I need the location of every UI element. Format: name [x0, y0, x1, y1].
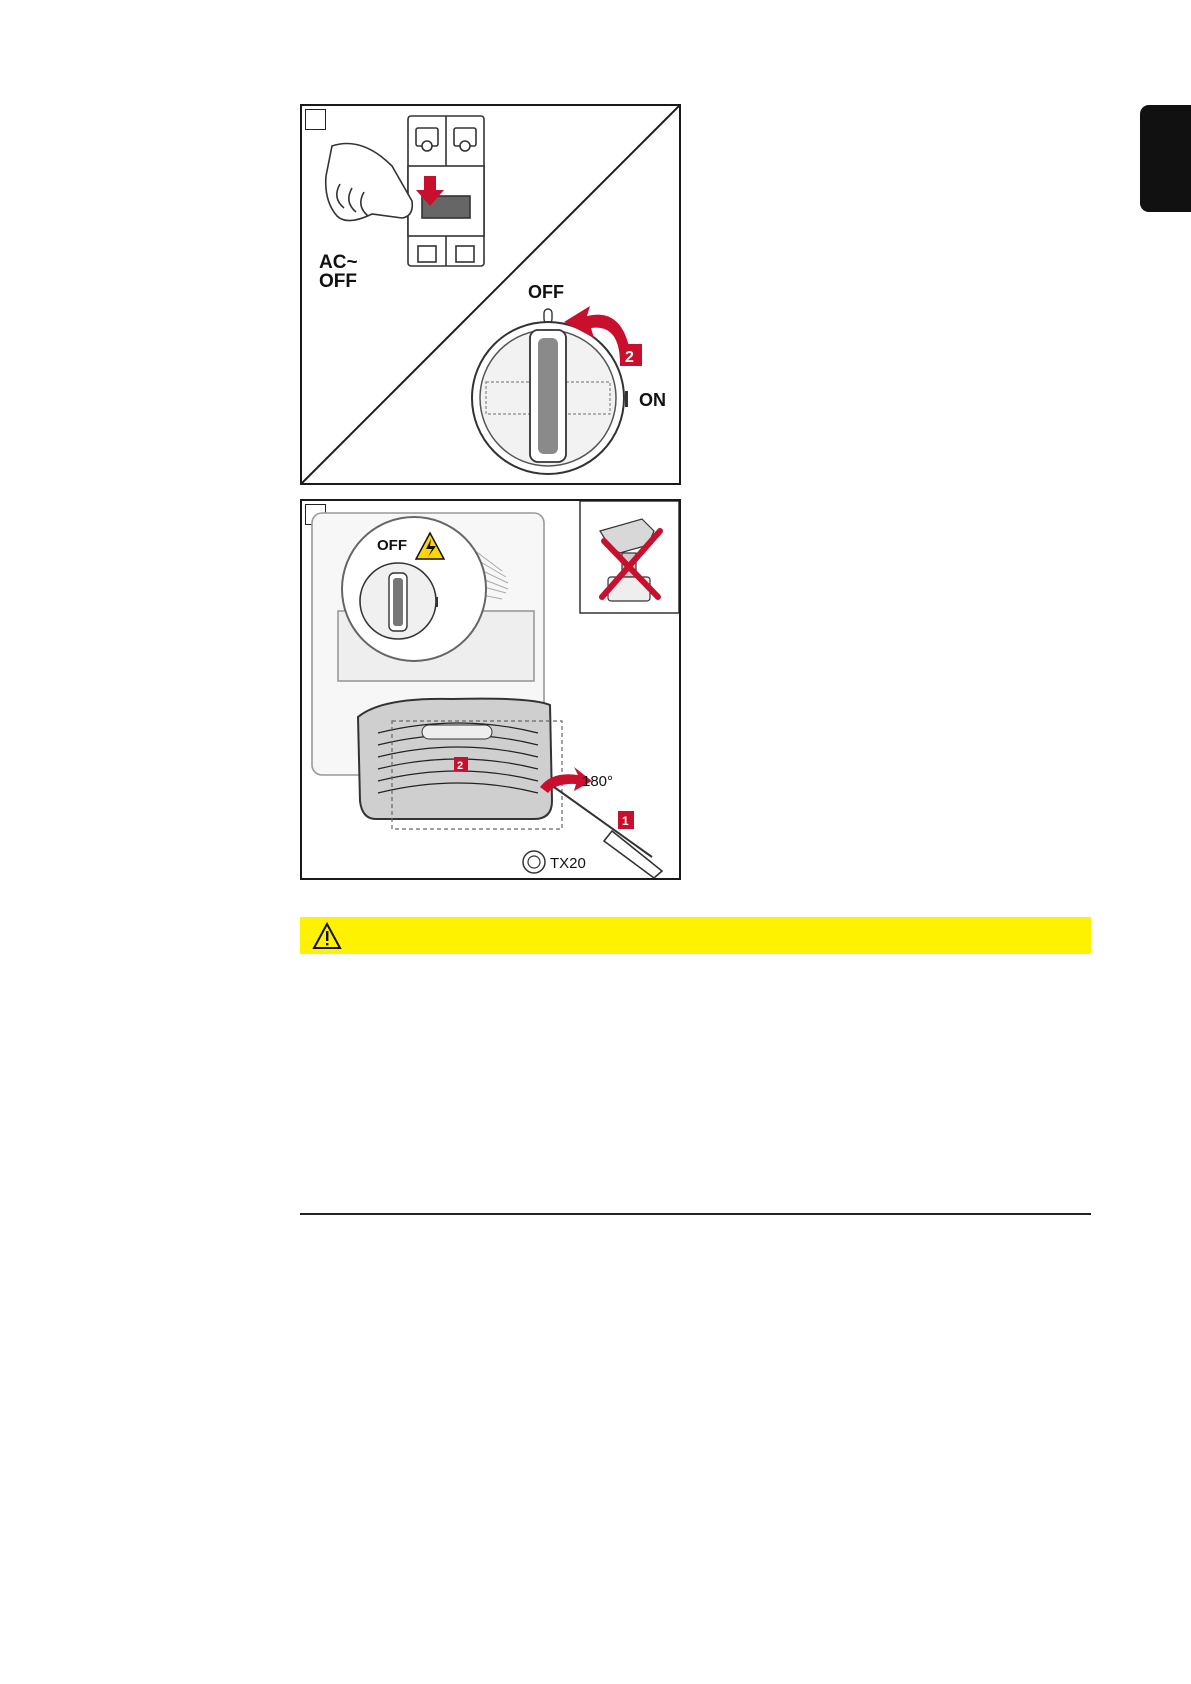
- step-number-2: 2: [625, 349, 634, 366]
- step-number-1: 1: [415, 177, 424, 194]
- step-number-2b: 2: [457, 760, 464, 772]
- switch-off-label: OFF: [528, 282, 564, 302]
- switch-on-label: ON: [639, 390, 666, 410]
- on-mark-icon: [625, 391, 628, 407]
- ac-off-label: OFF: [319, 271, 357, 292]
- tool-label: TX20: [550, 855, 586, 872]
- torx-bit-icon: [523, 851, 545, 873]
- magnified-switch-icon: [342, 517, 486, 661]
- caution-bar: [300, 917, 1091, 954]
- ac-label: AC~: [319, 252, 358, 273]
- section-tab: [1140, 105, 1191, 212]
- rotary-switch-icon: [472, 322, 624, 474]
- illustration-panel-1: [300, 104, 681, 485]
- step-number-1b: 1: [622, 814, 629, 828]
- hand-icon: [326, 144, 413, 221]
- no-power-drill-icon: [580, 501, 679, 613]
- illustration-panel-2: [300, 499, 681, 880]
- warning-triangle-icon: [312, 922, 342, 950]
- off-label: OFF: [377, 537, 407, 554]
- zero-mark-icon: [544, 309, 552, 323]
- section-divider: [300, 1213, 1091, 1215]
- rotation-label: 180°: [582, 773, 614, 790]
